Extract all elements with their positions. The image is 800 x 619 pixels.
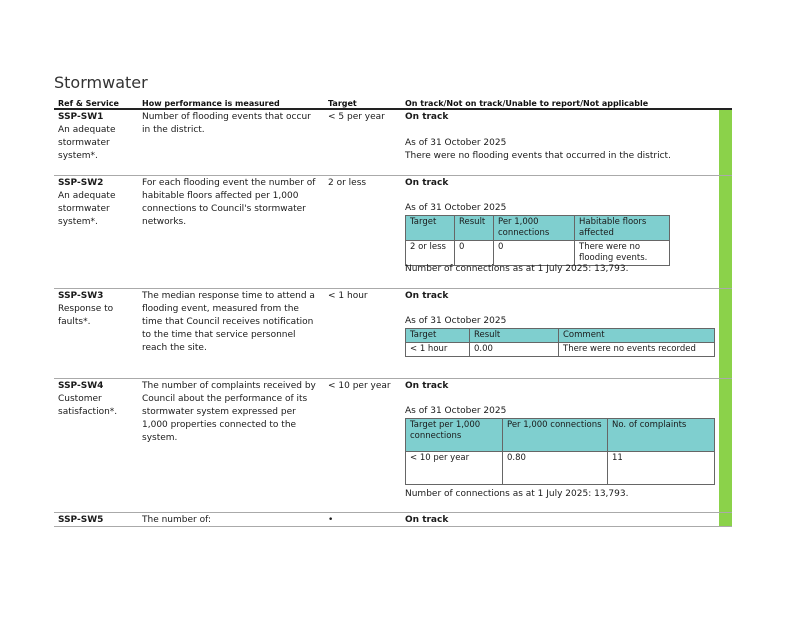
table-header-cell: Target per 1,000 connections xyxy=(406,419,503,452)
ref-code: SSP-SW4 xyxy=(58,381,104,391)
service-name: An adequate stormwater system*. xyxy=(58,191,116,227)
table-row xyxy=(406,343,715,357)
table-cell: < 10 per year xyxy=(406,452,503,485)
service-name: Customer satisfaction*. xyxy=(58,394,118,417)
table-header-row xyxy=(406,329,715,343)
measure-text: The median response time to attend a flooding event, measured from the time that Council receives notification to the time that service personnel reach the site. xyxy=(142,291,315,353)
table-header-cell: Habitable floors affected xyxy=(575,216,670,241)
ref-code: SSP-SW2 xyxy=(58,178,104,188)
as-of-date: As of 31 October 2025 xyxy=(405,138,507,148)
results-table xyxy=(405,215,670,266)
target-text: < 1 hour xyxy=(328,291,368,301)
ref-code: SSP-SW3 xyxy=(58,291,104,301)
table-cell: 0 xyxy=(494,241,575,266)
table-header-cell: Comment xyxy=(559,329,715,343)
table-row xyxy=(406,452,715,485)
table-cell: 2 or less xyxy=(406,241,455,266)
target-text: < 10 per year xyxy=(328,381,391,391)
table-header-cell: Per 1,000 connections xyxy=(503,419,608,452)
connections-note: Number of connections as at 1 July 2025: 13,793. xyxy=(405,489,629,499)
table-header-cell: Target xyxy=(406,216,455,241)
table-cell: 11 xyxy=(608,452,715,485)
table-cell: < 1 hour xyxy=(406,343,470,357)
table-header-row xyxy=(406,216,670,241)
table-row xyxy=(406,241,670,266)
target-text: 2 or less xyxy=(328,178,367,188)
table-cell: 0.80 xyxy=(503,452,608,485)
table-cell: There were no flooding events. xyxy=(575,241,670,266)
status-text: On track xyxy=(405,112,449,122)
status-text: On track xyxy=(405,178,449,188)
results-table xyxy=(405,328,715,357)
results-table xyxy=(405,418,715,485)
table-cell: There were no events recorded xyxy=(559,343,715,357)
target-text: < 5 per year xyxy=(328,112,385,122)
measure-text: The number of complaints received by Council about the performance of its stormwater system expressed per 1,000 properties connected to the system. xyxy=(142,381,316,443)
row-divider xyxy=(54,175,732,176)
col-header-ref: Ref & Service xyxy=(58,99,119,108)
measure-text: For each flooding event the number of habitable floors affected per 1,000 connections to Council's stormwater networks. xyxy=(142,178,316,227)
col-header-target: Target xyxy=(328,99,357,108)
table-cell: 0 xyxy=(455,241,494,266)
ref-code: SSP-SW5 xyxy=(58,515,104,525)
as-of-date: As of 31 October 2025 xyxy=(405,406,507,416)
measure-text: The number of: xyxy=(142,515,211,525)
table-cell: 0.00 xyxy=(470,343,559,357)
row-divider xyxy=(54,378,732,379)
service-name: Response to faults*. xyxy=(58,304,114,327)
bullet-marker: • xyxy=(328,515,334,525)
measure-text: Number of flooding events that occur in the district. xyxy=(142,112,311,135)
status-text: On track xyxy=(405,515,449,525)
table-header-cell: Per 1,000 connections xyxy=(494,216,575,241)
table-header-cell: Result xyxy=(470,329,559,343)
as-of-date: As of 31 October 2025 xyxy=(405,316,507,326)
status-text: On track xyxy=(405,291,449,301)
connections-note: Number of connections as at 1 July 2025: 13,793. xyxy=(405,264,629,274)
header-rule xyxy=(54,108,732,110)
table-header-cell: Result xyxy=(455,216,494,241)
status-bar xyxy=(719,110,732,526)
table-header-row xyxy=(406,419,715,452)
table-header-cell: No. of complaints xyxy=(608,419,715,452)
page-title: Stormwater xyxy=(54,73,148,92)
row-divider xyxy=(54,512,732,513)
row-divider xyxy=(54,526,732,527)
col-header-status: On track/Not on track/Unable to report/Not applicable xyxy=(405,99,649,108)
ref-code: SSP-SW1 xyxy=(58,112,104,122)
result-note: There were no flooding events that occurred in the district. xyxy=(405,151,671,161)
col-header-measure: How performance is measured xyxy=(142,99,280,108)
status-text: On track xyxy=(405,381,449,391)
row-divider xyxy=(54,288,732,289)
as-of-date: As of 31 October 2025 xyxy=(405,203,507,213)
service-name: An adequate stormwater system*. xyxy=(58,125,116,161)
table-header-cell: Target xyxy=(406,329,470,343)
